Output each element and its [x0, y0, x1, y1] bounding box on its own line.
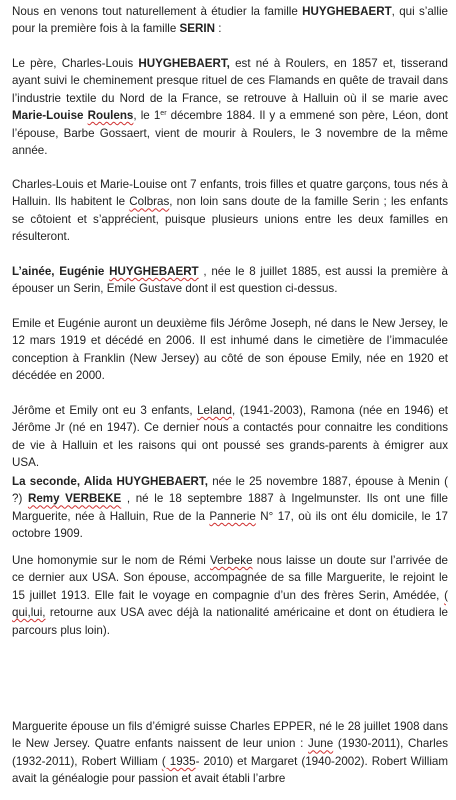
text: Jérôme et Emily ont eu 3 enfants, [12, 404, 198, 417]
paragraph-father [12, 55, 448, 159]
text: née le 25 novembre 1887, épouse à Menin ( ?) [12, 475, 448, 506]
text: : [214, 22, 222, 36]
family-name-huyghebaert: HUYGHEBAERT, [116, 475, 208, 488]
family-name-huyghebaert: HUYGHEBAERT [109, 265, 199, 278]
paragraph-eldest [12, 263, 448, 298]
person-name: Leland [197, 404, 232, 417]
spouse-first-name: Marie-Louise [12, 109, 88, 123]
person-name: Verbeke [210, 554, 253, 567]
text: nous laisse un doute sur l’arrivée de ce dernier aux USA. Son épouse, accompagnée de sa fille Marguerite, le rejoint le 15 juillet 1913. Elle fait le voyage en compagnie d’un des frères Serin, Amédée, [12, 554, 448, 602]
parenthetical: ( qui,lui, [12, 588, 448, 620]
paragraph-second-daughter [12, 473, 448, 543]
family-name-huyghebaert: HUYGHEBAERT, [138, 57, 230, 70]
paragraph-jerome-emily [12, 402, 448, 472]
text: , né le 18 septembre 1887 à Ingelmunster. Ils ont une fille Marguerite, née à Halluin, Rue de la [12, 492, 448, 523]
person-name: June [308, 737, 334, 751]
place-name: Colbras [129, 195, 170, 209]
text: décembre 1884. Il y a emmené son père, Léon, dont l’épouse, Barbe Gossaert, vient de mourir à Roulers, le 3 novembre de la même année. [12, 109, 449, 158]
spouse-name: Remy VERBEKE [27, 492, 122, 506]
paragraph-lead: L’ainée, Eugénie [12, 265, 110, 278]
superscript: er [160, 110, 167, 118]
paragraph-homonymy [12, 552, 448, 639]
street-name: Pannerie [209, 509, 256, 523]
text: , le 1 [133, 109, 161, 123]
paragraph-lead: La seconde, Alida [12, 475, 117, 488]
text: est né à Roulers, en 1857 et, tisserand ayant suivi le cheminement presque rituel de ces Flamands en quête de travail dans l’industrie textile du Nord de la France, se retrouve à Halluin où il se marie avec [12, 57, 449, 105]
text: N° 17, où ils ont élu domicile, le 17 octobre 1909. [12, 509, 448, 541]
text: - 2010) et Margaret (1940-2002). Robert William avait la généalogie pour passion et avait établi l’arbre [12, 754, 449, 786]
paragraph-emile-eugenie [12, 315, 448, 385]
family-name-huyghebaert: HUYGHEBAERT [302, 5, 392, 18]
text: (1930-2011), Charles (1932-2011), Robert William [12, 737, 448, 768]
family-name-serin: SERIN [179, 22, 215, 36]
text: Emile et Eugénie auront un deuxième fils Jérôme Joseph, né dans le New Jersey, le 12 mars 1919 et décédé en 2006. Il est inhumé dans le cimetière de l’immaculée conception à Franklin (New Jersey) au côté de son épouse Emily, née en 1920 et décédée en 2000. [12, 317, 448, 383]
text: Marguerite épouse un fils d’émigré suisse Charles EPPER, né le 28 juillet 1908 dans le New Jersey. Quatre enfants naissent de leur union : [12, 720, 448, 751]
parenthetical: ( 1935 [161, 754, 196, 768]
text: retourne aux USA avec déjà la nationalité américaine et dont on étudiera le parcours plus loin). [12, 606, 448, 637]
text: , qui s’allie pour la première fois à la famille [12, 5, 448, 36]
paragraph-children [12, 176, 448, 246]
text: Charles-Louis et Marie-Louise ont 7 enfants, trois filles et quatre garçons, tous nés à Halluin. Ils habitent le [12, 178, 448, 209]
text: Le père, Charles-Louis [12, 57, 139, 70]
text: , non loin sans doute de la famille Serin ; les enfants se côtoient et s’apprécient, puisque plusieurs unions entre les deux familles en résulteront. [12, 195, 448, 244]
text: Une homonymie sur le nom de Rémi [12, 554, 210, 567]
text: Nous en venons tout naturellement à étudier la famille [12, 5, 303, 18]
spouse-last-name: Roulens [87, 109, 134, 123]
paragraph-intro [12, 3, 448, 38]
text: , (1941-2003), Ramona (née en 1946) et Jérôme Jr (né en 1947). Ce dernier nous a contactés pour connaitre les conditions de vie à Halluin et les raisons qui ont poussé ses grands-parents à émigrer aux USA. [12, 404, 448, 470]
paragraph-marguerite [12, 718, 448, 788]
text: , née le 8 juillet 1885, est aussi la première à épouser un Serin, Emile Gustave dont il est question ci-dessus. [12, 265, 448, 296]
